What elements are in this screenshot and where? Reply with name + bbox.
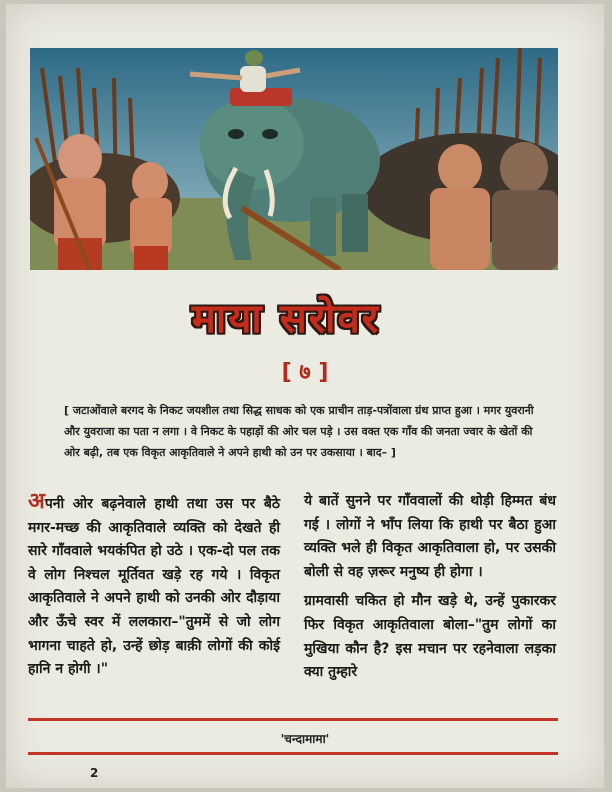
villager-right-1 xyxy=(430,144,490,270)
elephant-rider-scene-illustration xyxy=(30,48,558,270)
chapter-number: [ ७ ] xyxy=(281,360,329,385)
footer-rule-top xyxy=(28,718,558,721)
footer-rule-bottom xyxy=(28,752,558,755)
previous-summary: [ जटाओंवाले बरगद के निकट जयशील तथा सिद्ध साधक को एक प्राचीन ताड़-पत्रोंवाला ग्रंथ प्राप्त हुआ । मगर युवरानी और युवराजा का पता न लगा । वे निकट के पहाड़ों की ओर चल पड़े । उस वक्त एक गाँव की जनता ज्वार के खेतों की ओर बढ़ी, तब एक विकृत आकृतिवाले ने अपने हाथी को उन पर उकसाया । बाद– ] xyxy=(64,404,534,459)
story-illustration xyxy=(30,48,558,270)
text-column-right xyxy=(304,490,556,685)
paragraph-text: पनी ओर बढ़नेवाले हाथी तथा उस पर बैठे मगर-मच्छ की आकृतिवाले व्यक्ति को देखते ही सारे गाँववाले भयकंपित हो उठे । एक-दो पल तक वे लोग निश्चल मूर्तिवत खड़े रह गये । विकृत आकृतिवाले ने अपने हाथी को उनकी ओर दौड़ाया और ऊँचे स्वर में ललकारा–"तुममें से जो लोग भागना चाहते हो, उन्हें छोड़ बाक़ी लोगों की कोई हानि न होगी ।" xyxy=(28,496,280,678)
villager-young xyxy=(130,162,172,270)
paragraph: ये बातें सुनने पर गाँववालों की थोड़ी हिम्मत बंध गई । लोगों ने भाँप लिया कि हाथी पर बैठा हुआ व्यक्ति भले ही विकृत आकृतिवाला हो, पर उसकी बोली से वह ज़रूर मनुष्य ही होगा । xyxy=(304,493,556,580)
drop-cap: अ xyxy=(28,489,45,514)
paragraph: ग्रामवासी चकित हो मौन खड़े थे, उन्हें पुकारकर फिर विकृत आकृतिवाला बोला–"तुम लोगों का मुखिया कौन है? इस मचान पर रहनेवाला लड़का क्या तुम्हारे xyxy=(304,593,556,681)
text-column-left xyxy=(28,490,280,682)
magazine-name: 'चन्दामामा' xyxy=(280,732,330,746)
page-number: 2 xyxy=(90,766,99,780)
story-title: माया सरोवर xyxy=(191,296,381,342)
paragraph xyxy=(28,490,280,682)
page xyxy=(6,4,604,788)
